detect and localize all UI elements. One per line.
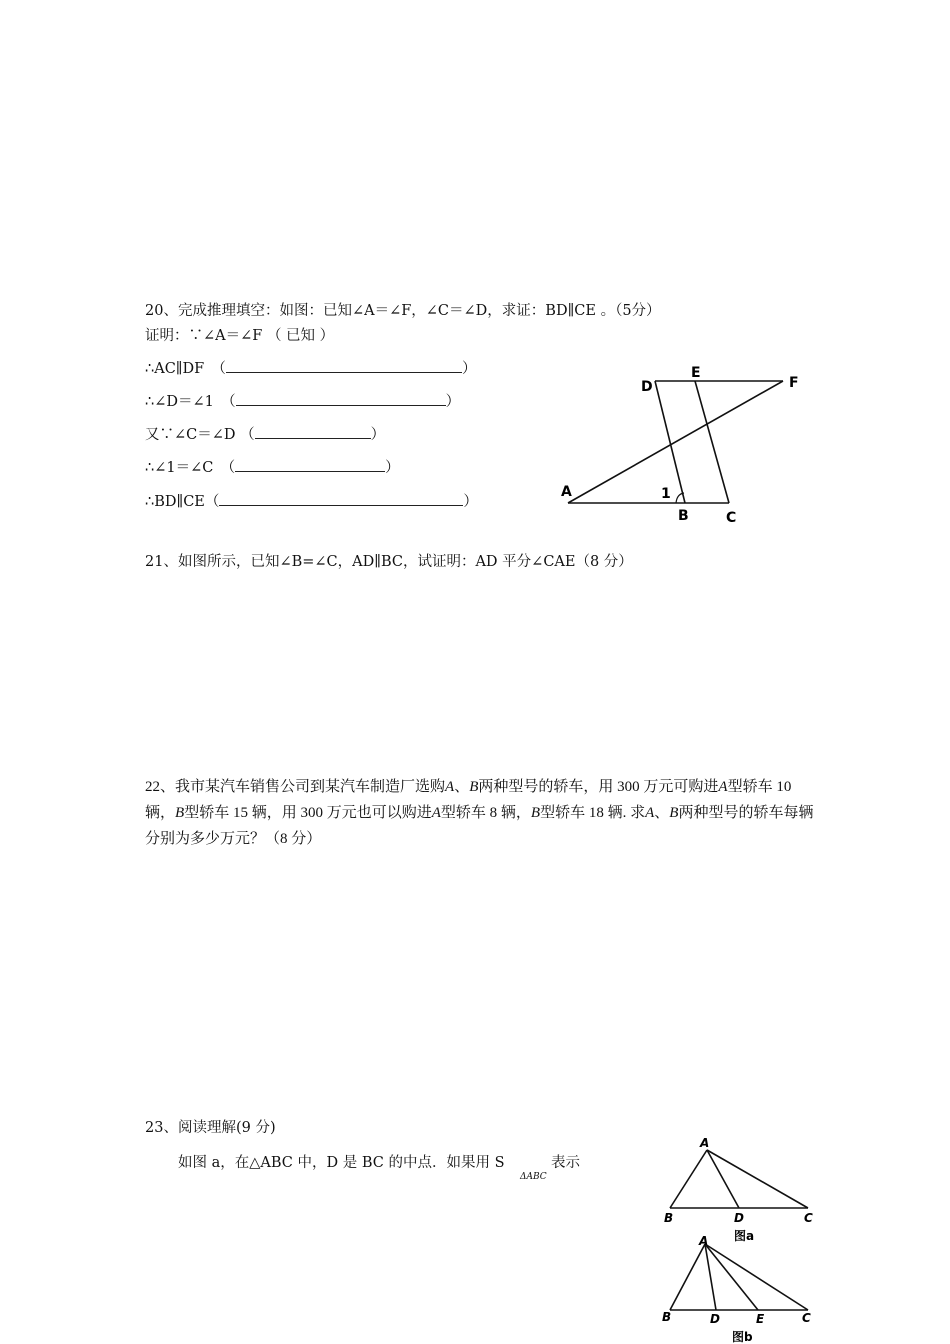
step-text: 又∵∠C＝∠D （ [145,427,255,443]
segment-ad [705,1244,716,1310]
q23-line1: 如图 a，在△ABC 中，D 是 BC 的中点．如果用 S [178,1155,505,1171]
side-ac [705,1244,808,1310]
q20-figure [555,360,815,530]
label-e: E [691,365,701,381]
segment-ae [705,1244,758,1310]
answer-blank[interactable] [255,424,371,439]
line-db [655,381,685,503]
caption-a: 图a [734,1229,755,1243]
step-close: ） [370,427,386,443]
label-c: C [804,1211,813,1225]
q21-title: 21、如图所示，已知∠B=∠C，AD∥BC，试证明：AD 平分∠CAE（8 分） [145,554,633,570]
label-b: B [664,1211,674,1225]
side-ab [670,1244,705,1310]
side-ab [670,1150,707,1208]
label-d: D [710,1312,720,1326]
label-a: A [700,1136,710,1150]
q20-proof-start: 证明：∵∠A＝∠F （ 已知 ） [145,328,335,344]
answer-blank[interactable] [226,358,462,373]
label-a: A [561,484,572,500]
label-c: C [802,1311,811,1325]
q20-step-1 [145,358,476,380]
q23-figure-b [650,1234,825,1344]
label-d: D [734,1211,744,1225]
line-ec [695,381,729,503]
label-d: D [641,379,653,395]
label-b: B [662,1310,672,1324]
answer-blank[interactable] [236,391,446,406]
label-a: A [699,1234,709,1248]
step-text: ∴BD∥CE（ [145,494,220,510]
q22-text: 22、我市某汽车销售公司到某汽车制造厂选购A、B两种型号的轿车，用 300 万元可购进A型轿车 10 辆，B型轿车 15 辆，用 300 万元也可以购进A型轿车 8 辆，B型轿车 18 辆. 求A、B两种型号的轿车每辆分别为多少万元？（8 分） [145,779,814,847]
step-close: ） [463,494,478,510]
step-text: ∴∠D＝∠1 （ [145,394,236,410]
answer-blank[interactable] [219,491,463,506]
q23-figure-a [650,1130,825,1248]
q23-line1-end: 表示 [551,1155,580,1171]
caption-b: 图b [732,1330,753,1344]
q20-step-4 [145,457,400,479]
label-1: 1 [661,486,671,502]
step-close: ） [445,394,461,410]
label-b: B [678,508,689,524]
q23-title: 23、阅读理解(9 分) [145,1120,276,1136]
q20-step-5 [145,491,478,513]
q20-step-3 [145,424,385,446]
line-af [568,381,783,503]
step-text: ∴AC∥DF （ [145,361,226,377]
label-c: C [726,510,737,526]
q20-step-2 [145,391,460,413]
answer-blank[interactable] [235,457,385,472]
q23-subscript: ΔABC [520,1172,547,1182]
step-text: ∴∠1＝∠C （ [145,460,236,476]
step-close: ） [461,361,477,377]
label-e: E [756,1312,765,1326]
step-close: ） [385,460,400,476]
q20-title: 20、完成推理填空：如图：已知∠A＝∠F，∠C＝∠D，求证：BD∥CE 。（5分） [145,303,661,319]
label-f: F [789,375,799,391]
